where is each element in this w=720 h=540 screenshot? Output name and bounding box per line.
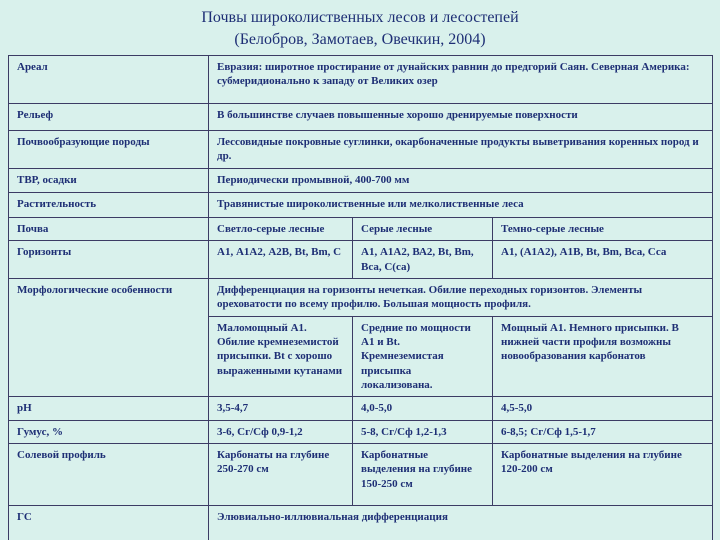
salt-col-1: Карбонаты на глубине 250-270 см [209,443,353,505]
humus-col-3: 6-8,5; Сг/Сф 1,5-1,7 [493,420,713,443]
morphology-col-3: Мощный А1. Немного присыпки. В нижней части профиля возможны новообразования карбонатов [493,316,713,396]
table-row-horizons [9,241,713,279]
row-label-morphology: Морфологические особенности [9,278,209,396]
soil-col-grey: Серые лесные [353,218,493,241]
row-label-horizons: Горизонты [9,241,209,279]
salt-col-2: Карбонатные выделения на глубине 150-250 см [353,443,493,505]
row-value-relief: В большинстве случаев повышенные хорошо дренируемые поверхности [209,104,713,131]
horizons-col-2: А1, А1А2, ВА2, Bt, Bm, Вса, С(са) [353,241,493,279]
row-label-tvr: ТВР, осадки [9,169,209,193]
slide-title [0,0,720,50]
table-row-relief [9,104,713,131]
table-row-ph [9,397,713,420]
row-value-rocks: Лессовидные покровные суглинки, окарбоначенные продукты выветривания коренных пород и др. [209,131,713,169]
table-row-rocks [9,131,713,169]
row-label-vegetation: Растительность [9,193,209,218]
row-value-areal: Евразия: широтное простирание от дунайских равнин до предгорий Саян. Северная Америка: субмеридионально к западу от Великих озер [209,56,713,104]
row-label-rocks: Почвообразующие породы [9,131,209,169]
humus-col-1: 3-6, Сг/Сф 0,9-1,2 [209,420,353,443]
row-label-humus: Гумус, % [9,420,209,443]
row-label-salt-profile: Солевой профиль [9,443,209,505]
table-row-gs [9,505,713,540]
ph-col-3: 4,5-5,0 [493,397,713,420]
row-value-gs: Элювиально-иллювиальная дифференциация [209,505,713,540]
horizons-col-1: А1, А1А2, А2В, Bt, Bm, С [209,241,353,279]
table-row-soil [9,218,713,241]
ph-col-1: 3,5-4,7 [209,397,353,420]
row-value-tvr: Периодически промывной, 400-700 мм [209,169,713,193]
table-row-salt-profile [9,443,713,505]
horizons-col-3: А1, (А1А2), А1В, Bt, Bm, Вса, Сса [493,241,713,279]
table-row-tvr [9,169,713,193]
ph-col-2: 4,0-5,0 [353,397,493,420]
morphology-col-1: Маломощный А1. Обилие кремнеземистой присыпки. Bt с хорошо выраженными кутанами [209,316,353,396]
soil-comparison-table [8,55,713,540]
morphology-col-2: Средние по мощности А1 и Bt. Кремнеземистая присыпка локализована. [353,316,493,396]
salt-col-3: Карбонатные выделения на глубине 120-200 см [493,443,713,505]
table-row-humus [9,420,713,443]
row-value-vegetation: Травянистые широколиственные или мелколиственные леса [209,193,713,218]
table-row-morphology-common [9,278,713,316]
table-row-vegetation [9,193,713,218]
slide-title-line1: Почвы широколиственных лесов и лесостепей [201,9,519,26]
row-label-gs: ГС [9,505,209,540]
humus-col-2: 5-8, Сг/Сф 1,2-1,3 [353,420,493,443]
morphology-common-value: Дифференциация на горизонты нечеткая. Обилие переходных горизонтов. Элементы ореховатости по всему профилю. Большая мощность профиля. [209,278,713,316]
row-label-ph: рН [9,397,209,420]
slide-title-line2: (Белобров, Замотаев, Овечкин, 2004) [234,30,486,48]
row-label-relief: Рельеф [9,104,209,131]
row-label-areal: Ареал [9,56,209,104]
row-label-soil: Почва [9,218,209,241]
soil-col-light-grey: Светло-серые лесные [209,218,353,241]
table-row-areal [9,56,713,104]
soil-col-dark-grey: Темно-серые лесные [493,218,713,241]
